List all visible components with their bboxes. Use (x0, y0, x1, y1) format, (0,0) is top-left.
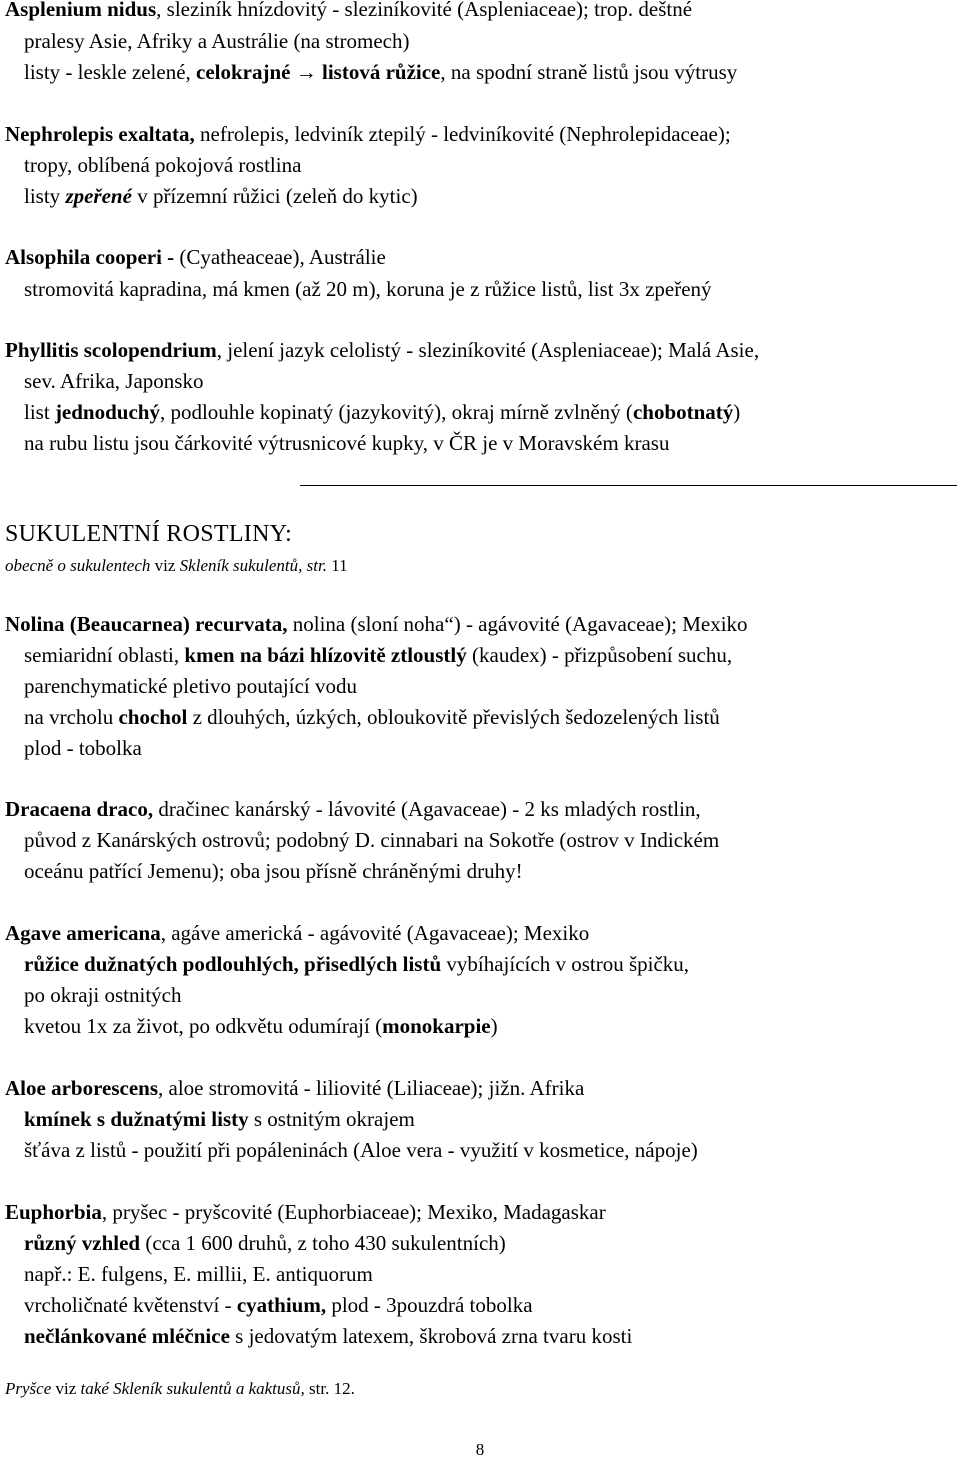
agave-line-2: růžice dužnatých podlouhlých, přisedlých listů vybíhajících v ostrou špičku, (24, 952, 690, 976)
agave-line-4: kvetou 1x za život, po odkvětu odumírají (monokarpie) (24, 1014, 498, 1038)
euphorbia-line-2: různý vzhled (cca 1 600 druhů, z toho 430 sukulentních) (24, 1231, 506, 1255)
nolina-line-2: semiaridní oblasti, kmen na bázi hlízovitě ztloustlý (kaudex) - přizpůsobení suchu, (24, 643, 733, 667)
nolina-line-5: plod - tobolka (24, 736, 142, 760)
phyllitis-line-2: sev. Afrika, Japonsko (24, 369, 204, 393)
phyllitis-line-3: list jednoduchý, podlouhle kopinatý (jazykovitý), okraj mírně zvlněný (chobotnatý) (24, 400, 741, 424)
dracaena-line-1: Dracaena draco, dračinec kanárský - lávovité (Agavaceae) - 2 ks mladých rostlin, (5, 797, 701, 821)
species-name: Phyllitis scolopendrium (5, 338, 217, 362)
euphorbia-line-3: např.: E. fulgens, E. millii, E. antiquorum (24, 1262, 373, 1286)
alsophila-line-1: Alsophila cooperi - (Cyatheaceae), Austrálie (5, 245, 386, 269)
species-name: Alsophila cooperi - (5, 245, 180, 269)
euphorbia-line-4: vrcholičnaté květenství - cyathium, plod - 3pouzdrá tobolka (24, 1293, 533, 1317)
alsophila-line-2: stromovitá kapradina, má kmen (až 20 m), koruna je z růžice listů, list 3x zpeřený (24, 277, 712, 301)
phyllitis-line-1: Phyllitis scolopendrium, jelení jazyk celolistý - sleziníkovité (Aspleniaceae); Malá Asie, (5, 338, 760, 362)
nephrolepis-line-1: Nephrolepis exaltata, nefrolepis, ledviník ztepilý - ledviníkovité (Nephrolepidaceae); (5, 122, 731, 146)
species-name: Aloe arborescens (5, 1076, 158, 1100)
dracaena-line-3: oceánu patřící Jemenu); oba jsou přísně chráněnými druhy! (24, 859, 523, 883)
aloe-line-1: Aloe arborescens, aloe stromovitá - liliovité (Liliaceae); jižn. Afrika (5, 1076, 585, 1100)
nephrolepis-line-2: tropy, oblíbená pokojová rostlina (24, 153, 302, 177)
species-name: Asplenium nidus (5, 0, 157, 21)
aloe-line-3: šťáva z listů - použití při popáleninách (Aloe vera - využití v kosmetice, nápoje) (24, 1138, 698, 1162)
species-name: Agave americana (5, 921, 161, 945)
nolina-line-4: na vrcholu chochol z dlouhých, úzkých, obloukovitě převislých šedozelených listů (24, 705, 720, 729)
euphorbia-line-1: Euphorbia, pryšec - pryšcovité (Euphorbiaceae); Mexiko, Madagaskar (5, 1200, 606, 1224)
section-heading: SUKULENTNÍ ROSTLINY: (5, 521, 293, 547)
aloe-line-2: kmínek s dužnatými listy s ostnitým okrajem (24, 1107, 415, 1131)
species-name: Dracaena draco, (5, 797, 154, 821)
phyllitis-line-4: na rubu listu jsou čárkovité výtrusnicové kupky, v ČR je v Moravském krasu (24, 431, 670, 455)
asplenium-line-2: pralesy Asie, Afriky a Austrálie (na stromech) (24, 29, 410, 53)
nolina-line-3: parenchymatické pletivo poutající vodu (24, 674, 357, 698)
euphorbia-line-5: nečlánkované mléčnice s jedovatým latexem, škrobová zrna tvaru kosti (24, 1324, 633, 1348)
species-name: Euphorbia (5, 1200, 102, 1224)
nephrolepis-line-3: listy zpeřené v přízemní růžici (zeleň do kytic) (24, 184, 418, 208)
agave-line-3: po okraji ostnitých (24, 983, 182, 1007)
footer-note: Pryšce viz také Skleník sukulentů a kaktusů, str. 12. (5, 1379, 355, 1398)
species-name: Nephrolepis exaltata, (5, 122, 195, 146)
dracaena-line-2: původ z Kanárských ostrovů; podobný D. cinnabari na Sokotře (ostrov v Indickém (24, 828, 720, 852)
sukulenty-note: obecně o sukulentech viz Skleník sukulentů, str. 11 (5, 556, 348, 575)
species-name: Nolina (Beaucarnea) recurvata, (5, 612, 288, 636)
asplenium-line-1: Asplenium nidus, sleziník hnízdovitý - sleziníkovité (Aspleniaceae); trop. deštné (5, 0, 692, 22)
asplenium-line-3: listy - leskle zelené, celokrajné → listová růžice, na spodní straně listů jsou výtrusy (24, 60, 738, 84)
agave-line-1: Agave americana, agáve americká - agávovité (Agavaceae); Mexiko (5, 921, 590, 945)
nolina-line-1: Nolina (Beaucarnea) recurvata, nolina (sloní noha“) - agávovité (Agavaceae); Mexiko (5, 612, 748, 636)
section-divider (300, 485, 957, 486)
page-number: 8 (475, 1440, 485, 1459)
